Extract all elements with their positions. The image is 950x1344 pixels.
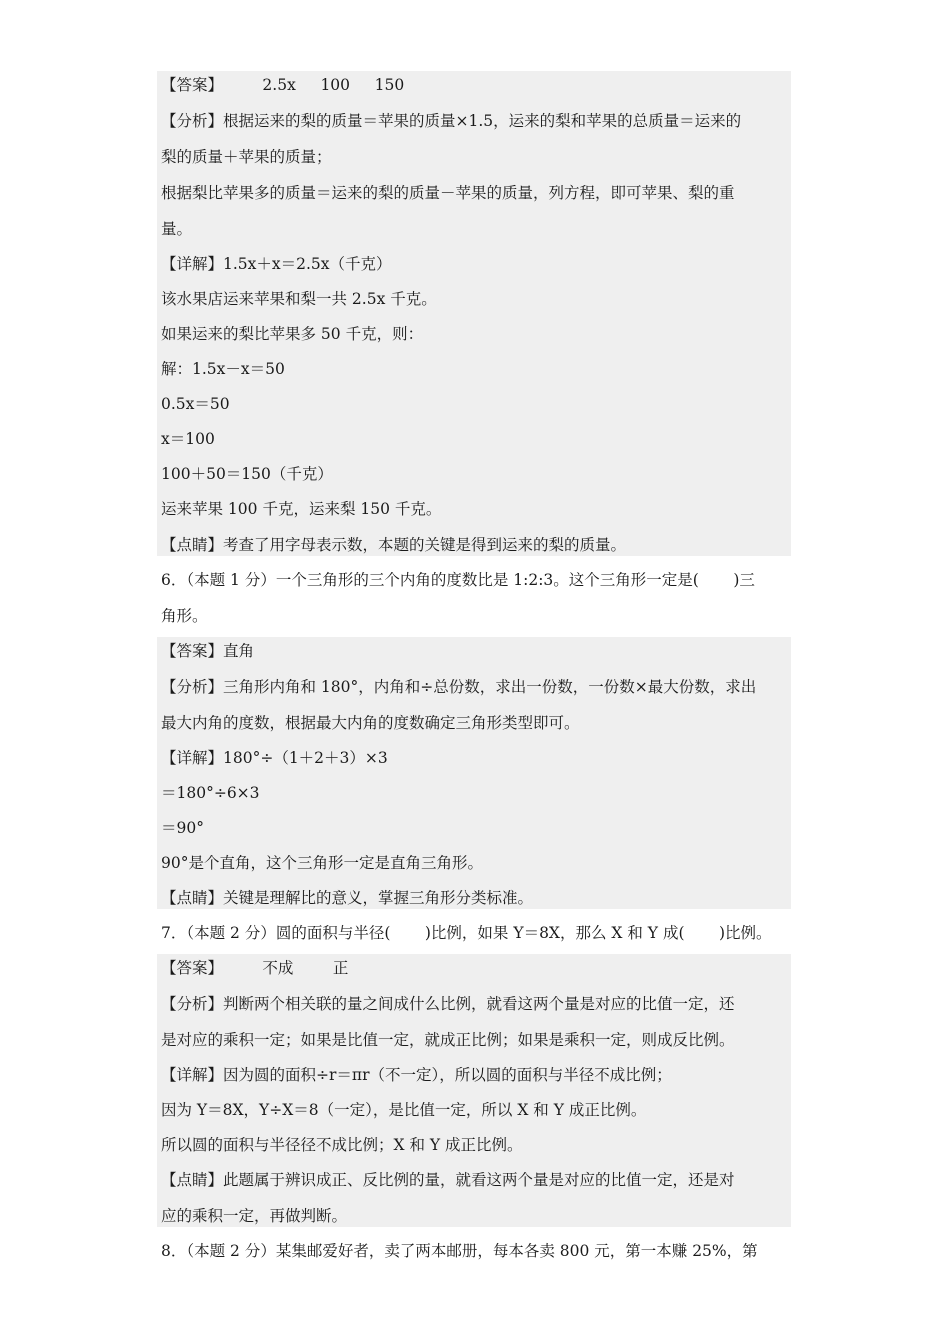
detail-line: 所以圆的面积与半径径不成比例；X 和 Y 成正比例。 [161, 1136, 523, 1154]
comment-line: 【点睛】考查了用字母表示数，本题的关键是得到运来的梨的质量。 [161, 536, 627, 554]
question-8-line: 8．（本题 2 分）某集邮爱好者，卖了两本邮册，每本各卖 800 元，第一本赚 25%，第 [161, 1242, 758, 1260]
answer-line: 【答案】 2.5x 100 150 [161, 76, 405, 94]
detail-line: 【详解】1.5x＋x＝2.5x（千克） [161, 255, 392, 273]
answer-line: 【答案】 不成 正 [161, 959, 349, 977]
detail-line: 0.5x＝50 [161, 395, 230, 413]
analysis-line: 梨的质量＋苹果的质量； [161, 148, 332, 166]
analysis-line: 【分析】根据运来的梨的质量＝苹果的质量×1.5，运来的梨和苹果的总质量＝运来的 [161, 112, 742, 130]
detail-line: 【详解】180°÷（1＋2＋3）×3 [161, 749, 388, 767]
comment-line: 【点睛】此题属于辨识成正、反比例的量，就看这两个量是对应的比值一定，还是对 [161, 1171, 735, 1189]
analysis-line: 根据梨比苹果多的质量＝运来的梨的质量－苹果的质量，列方程，即可苹果、梨的重 [161, 184, 735, 202]
detail-line: 100＋50＝150（千克） [161, 465, 333, 483]
detail-line: 因为 Y＝8X，Y÷X＝8（一定），是比值一定，所以 X 和 Y 成正比例。 [161, 1101, 647, 1119]
analysis-line: 是对应的乘积一定；如果是比值一定，就成正比例；如果是乘积一定，则成反比例。 [161, 1031, 735, 1049]
comment-line: 应的乘积一定，再做判断。 [161, 1207, 348, 1225]
answer-line: 【答案】直角 [161, 642, 255, 660]
analysis-line: 量。 [161, 220, 193, 238]
question-7-line: 7．（本题 2 分）圆的面积与半径( )比例，如果 Y＝8X，那么 X 和 Y 成( )比例。 [161, 924, 772, 942]
question-6-line: 6．（本题 1 分）一个三角形的三个内角的度数比是 1:2:3。这个三角形一定是( )三 [161, 571, 755, 589]
question-6-line: 角形。 [161, 607, 208, 625]
detail-line: ＝180°÷6×3 [161, 784, 260, 802]
comment-line: 【点睛】关键是理解比的意义，掌握三角形分类标准。 [161, 889, 534, 907]
detail-line: 90°是个直角，这个三角形一定是直角三角形。 [161, 854, 483, 872]
detail-line: 如果运来的梨比苹果多 50 千克，则： [161, 325, 424, 343]
detail-line: 该水果店运来苹果和梨一共 2.5x 千克。 [161, 290, 437, 308]
detail-line: ＝90° [161, 819, 204, 837]
analysis-line: 【分析】判断两个相关联的量之间成什么比例，就看这两个量是对应的比值一定，还 [161, 995, 735, 1013]
detail-line: 运来苹果 100 千克，运来梨 150 千克。 [161, 500, 442, 518]
analysis-line: 【分析】三角形内角和 180°，内角和÷总份数，求出一份数，一份数×最大份数，求出 [161, 678, 757, 696]
analysis-line: 最大内角的度数，根据最大内角的度数确定三角形类型即可。 [161, 714, 580, 732]
detail-line: 【详解】因为圆的面积÷r＝πr（不一定），所以圆的面积与半径不成比例； [161, 1066, 672, 1084]
detail-line: x＝100 [161, 430, 215, 448]
detail-line: 解：1.5x－x＝50 [161, 360, 285, 378]
